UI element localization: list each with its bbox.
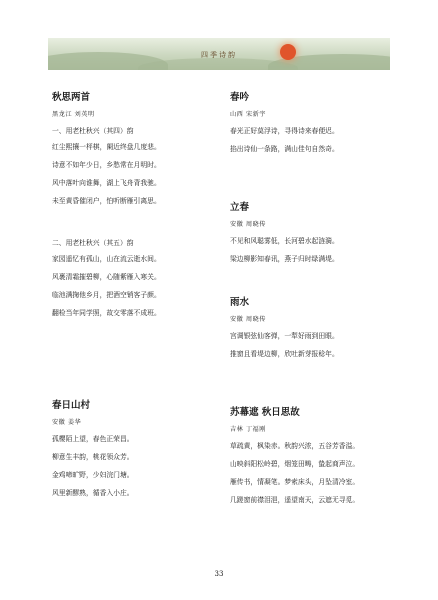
poem-line: 风里新醪熟，循香入小庄。: [52, 489, 134, 497]
header-banner: [48, 38, 390, 70]
poem-title: 雨水: [230, 297, 250, 308]
poem-title: 春日山村: [52, 400, 91, 411]
poem-line: 翻检当年同学照，故交零落不成班。: [52, 309, 161, 317]
poem-line: 风中落叶向谁舞，湖上飞舟背我驰。: [52, 179, 161, 187]
poem-subtitle: 一、用老杜秋兴（其四）韵: [52, 127, 134, 135]
poem-line: 临池满掬他乡月，把酒空销客子颜。: [52, 291, 161, 299]
poem-line: 家园遥忆有孤山，山在流云逝水间。: [52, 255, 161, 263]
poem-title: 苏幕遮 秋日思故: [230, 407, 300, 418]
poem-author: 安徽 周晓传: [230, 316, 266, 323]
poem-author: 黑龙江 刘英明: [52, 111, 95, 118]
poem-title: 立春: [230, 202, 250, 213]
poem-subtitle: 二、用老杜秋兴（其五）韵: [52, 239, 134, 247]
poem-line: 掐出诗仙一条路，满山佳句自然奇。: [230, 145, 339, 153]
poem-qiusi: [52, 92, 222, 318]
poem-line: 几蹉窗前襟泪浥，遥望南天，云遮无寻觅。: [230, 496, 360, 504]
poem-yushui: [230, 297, 410, 359]
poem-line: 未至黄昏催闭户，怕听断雁引离思。: [52, 197, 161, 205]
poem-line: 推窗且看堤边柳，欣吐新芽报稔年。: [230, 350, 339, 358]
poem-chunri-shancun: [52, 400, 222, 498]
poem-author: 安徽 周晓传: [230, 221, 266, 228]
page-number: 33: [214, 570, 224, 578]
poem-line: 柳意生丰韵，桃花领众芳。: [52, 453, 134, 461]
poem-line: 草疏黄，枫染赤。秋韵兴浓，五谷芳香溢。: [230, 442, 360, 450]
poem-line: 雁传书，情凝笔。梦索床头，月坠清冷室。: [230, 478, 360, 486]
poem-chunyin: [230, 92, 410, 154]
poem-title: 春吟: [230, 92, 250, 103]
poem-line: 梁边柳影知春讯，燕子归时绿满堤。: [230, 255, 339, 263]
poem-author: 山西 宋新宇: [230, 111, 266, 118]
poem-line: 金鸡啼旷野，少妇浣门塘。: [52, 471, 134, 479]
poem-author: 吉林 丁福刚: [230, 426, 266, 433]
poem-line: 宫调银弦仙客弹，一犁好雨到田眼。: [230, 332, 339, 340]
poem-line: 不见和风聪雾低，长河碧水起涟漪。: [230, 237, 339, 245]
poem-lichun: [230, 202, 410, 264]
poem-title: 秋思两首: [52, 92, 91, 103]
poem-line: 春光正好莫浮诗，寻得诗来春便迟。: [230, 127, 339, 135]
poem-sumuzhe: [230, 407, 410, 505]
banner-title: 四季诗韵: [201, 51, 237, 59]
poem-line: 红尘熙攘一枰棋，阑近终盘几度悲。: [52, 143, 161, 151]
poem-line: 风裹清霜摧碧柳，心随紫雁入寒关。: [52, 273, 161, 281]
poem-line: 诗意不如年少日，乡愁常在月明时。: [52, 161, 161, 169]
poem-author: 安徽 姜华: [52, 419, 82, 426]
poem-line: 孤樱陌上望，春色正荣昌。: [52, 435, 134, 443]
poem-line: 山映斜阳松岭碧，烟笼田畴，蛰起商声泣。: [230, 460, 360, 468]
